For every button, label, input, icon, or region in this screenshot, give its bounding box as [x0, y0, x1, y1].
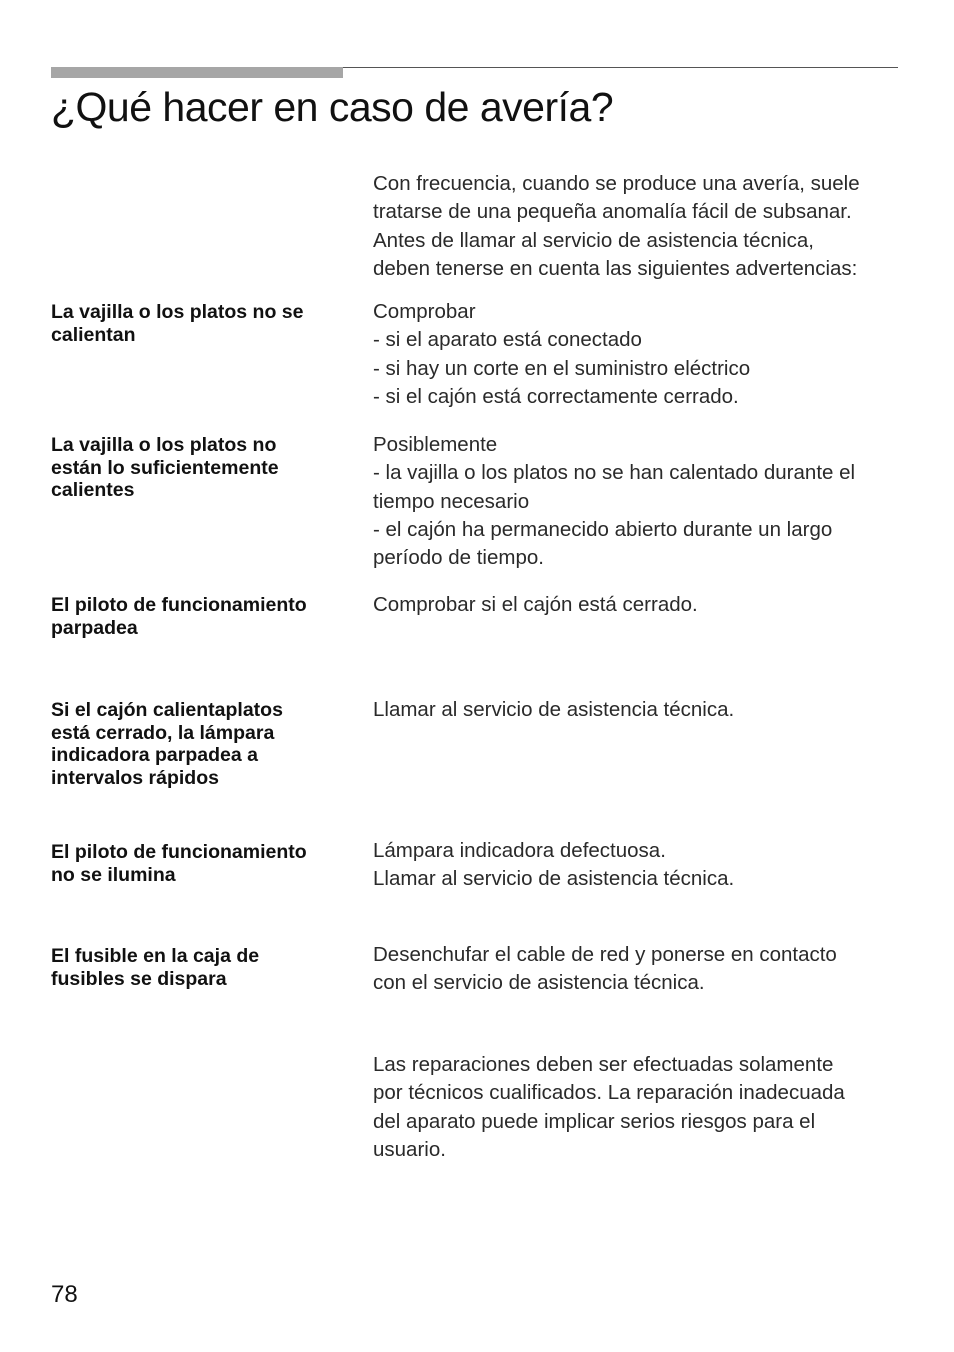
- solution-line: - la vajilla o los platos no se han calentado durante el: [373, 461, 856, 485]
- problem-line: intervalos rápidos: [51, 766, 219, 789]
- problem-line: no se ilumina: [51, 863, 176, 886]
- fault-problem-4: [51, 699, 351, 789]
- problem-line: calientan: [51, 323, 136, 346]
- solution-line: Comprobar si el cajón está cerrado.: [373, 593, 698, 616]
- fault-solution-3: [373, 591, 903, 619]
- fault-problem-5: [51, 841, 351, 886]
- solution-line: - si hay un corte en el suministro eléctrico: [373, 356, 751, 380]
- problem-line: calientes: [51, 479, 135, 501]
- problem-line: está cerrado, la lámpara: [51, 721, 275, 744]
- problem-line: indicadora parpadea a: [51, 744, 258, 766]
- problem-line: El piloto de funcionamiento: [51, 841, 307, 863]
- solution-line: Llamar al servicio de asistencia técnica.: [373, 698, 735, 721]
- fault-solution-6: [373, 941, 903, 998]
- fault-solution-2: [373, 431, 903, 572]
- solution-line: Llamar al servicio de asistencia técnica.: [373, 867, 735, 891]
- solution-line: - si el cajón está correctamente cerrado.: [373, 384, 739, 408]
- problem-line: La vajilla o los platos no se: [51, 301, 304, 323]
- fault-problem-1: [51, 301, 351, 346]
- fault-solution-1: [373, 298, 903, 411]
- closing-note: [373, 1051, 903, 1164]
- problem-line: La vajilla o los platos no: [51, 434, 277, 456]
- solution-line: período de tiempo.: [373, 546, 544, 570]
- fault-solution-4: [373, 696, 903, 724]
- solution-line: con el servicio de asistencia técnica.: [373, 971, 705, 995]
- problem-line: fusibles se dispara: [51, 967, 227, 990]
- closing-line: Las reparaciones deben ser efectuadas solamente: [373, 1053, 834, 1076]
- problem-line: Si el cajón calientaplatos: [51, 699, 283, 721]
- fault-problem-3: [51, 594, 351, 639]
- problem-line: El piloto de funcionamiento: [51, 594, 307, 616]
- intro-line: Antes de llamar al servicio de asistencia técnica,: [373, 228, 814, 252]
- intro-line: deben tenerse en cuenta las siguientes advertencias:: [373, 256, 858, 280]
- solution-line: Desenchufar el cable de red y ponerse en contacto: [373, 943, 837, 966]
- solution-line: Lámpara indicadora defectuosa.: [373, 839, 666, 862]
- problem-line: están lo suficientemente: [51, 456, 279, 479]
- header-rule-accent: [51, 67, 343, 78]
- solution-line: tiempo necesario: [373, 489, 530, 513]
- problem-line: El fusible en la caja de: [51, 945, 260, 967]
- intro-paragraph: [373, 170, 903, 283]
- problem-line: parpadea: [51, 616, 138, 639]
- intro-line: tratarse de una pequeña anomalía fácil de subsanar.: [373, 200, 852, 224]
- intro-line: Con frecuencia, cuando se produce una avería, suele: [373, 172, 860, 195]
- solution-line: Posiblemente: [373, 433, 498, 456]
- fault-problem-2: [51, 434, 351, 502]
- fault-problem-6: [51, 945, 351, 990]
- closing-line: del aparato puede implicar serios riesgos para el: [373, 1109, 816, 1133]
- page-title: ¿Qué hacer en caso de avería?: [51, 84, 614, 130]
- closing-line: usuario.: [373, 1137, 446, 1161]
- page-number: 78: [51, 1281, 78, 1308]
- fault-solution-5: [373, 837, 903, 894]
- closing-line: por técnicos cualificados. La reparación inadecuada: [373, 1081, 845, 1105]
- solution-line: Comprobar: [373, 300, 476, 323]
- solution-line: - el cajón ha permanecido abierto durante un largo: [373, 517, 833, 541]
- solution-line: - si el aparato está conectado: [373, 328, 642, 352]
